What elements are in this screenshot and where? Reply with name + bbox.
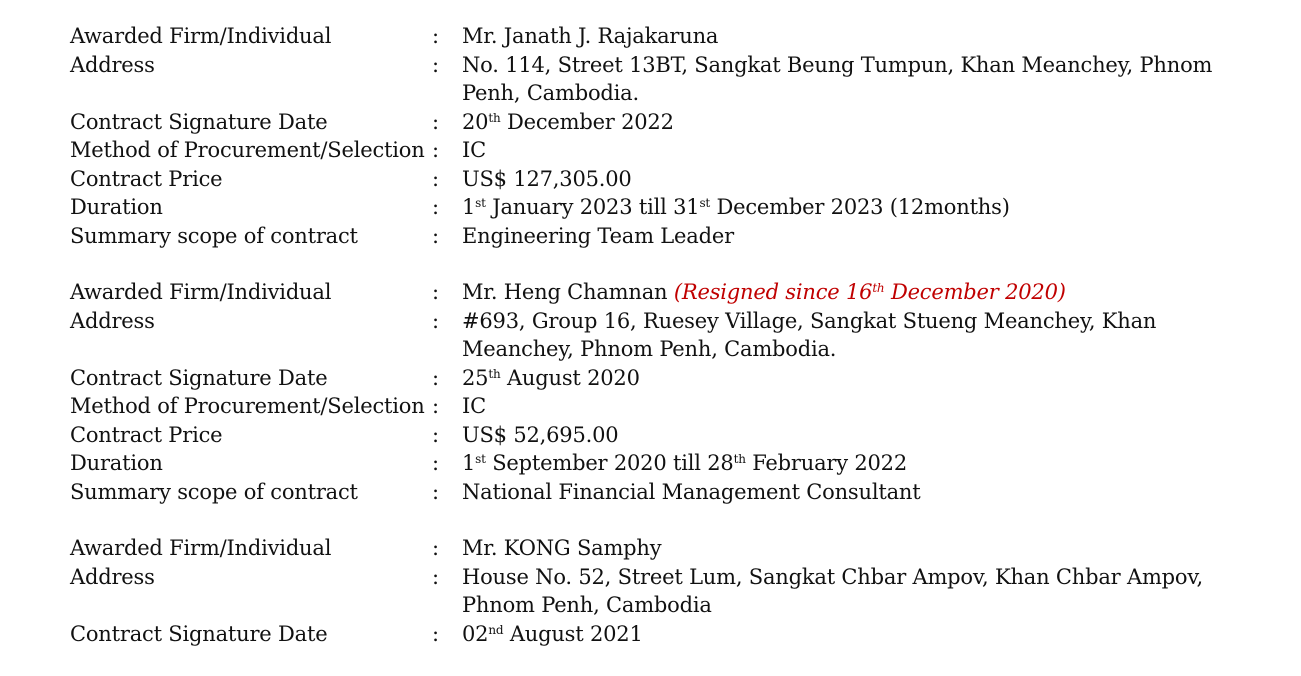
awarded-row — [70, 534, 1270, 563]
scope-value: National Financial Management Consultant — [462, 479, 921, 504]
awarded-value: Mr. Janath J. Rajakaruna — [462, 24, 719, 48]
colon: : — [432, 394, 439, 418]
colon: : — [432, 422, 439, 447]
scope-label: Summary scope of contract — [70, 223, 358, 248]
resigned-note-suffix: th — [872, 281, 885, 295]
method-label: Method of Procurement/Selection — [70, 394, 425, 418]
address-value: House No. 52, Street Lum, Sangkat Chbar Ampov, Khan Chbar Ampov, Phnom Penh, Cambodia — [462, 564, 1204, 617]
duration-value — [462, 449, 1222, 478]
colon: : — [432, 109, 439, 134]
address-label: Address — [70, 564, 155, 589]
signature-date-label: Contract Signature Date — [70, 621, 328, 646]
duration-middle: September 2020 till 28 — [485, 451, 734, 475]
colon: : — [432, 536, 439, 560]
signature-day: 25 — [462, 365, 489, 390]
signature-date-value — [462, 364, 1222, 393]
duration-label: Duration — [70, 451, 163, 475]
duration-start-suffix: st — [475, 452, 486, 466]
contract-record — [70, 22, 1270, 250]
duration-end: December 2023 (12months) — [710, 195, 1010, 219]
signature-date-row — [70, 364, 1270, 393]
colon: : — [432, 365, 439, 390]
address-value: #693, Group 16, Ruesey Village, Sangkat Stueng Meanchey, Khan Meanchey, Phnom Penh, Cambodia. — [462, 308, 1157, 361]
signature-day-suffix: nd — [488, 622, 504, 637]
resigned-note — [674, 280, 1066, 304]
duration-start-suffix: st — [475, 196, 486, 210]
awarded-label: Awarded Firm/Individual — [70, 536, 332, 560]
colon: : — [432, 223, 439, 248]
signature-month-year: August 2021 — [503, 621, 643, 646]
method-row — [70, 392, 1270, 421]
price-row — [70, 421, 1270, 450]
address-row — [70, 563, 1270, 620]
duration-middle: January 2023 till 31 — [485, 195, 700, 219]
duration-start-day: 1 — [462, 451, 476, 475]
colon: : — [432, 479, 439, 504]
awarded-row — [70, 22, 1270, 51]
signature-date-value — [462, 620, 1222, 649]
scope-label: Summary scope of contract — [70, 479, 358, 504]
signature-date-label: Contract Signature Date — [70, 365, 328, 390]
duration-value — [462, 193, 1222, 222]
colon: : — [432, 564, 439, 589]
method-row — [70, 136, 1270, 165]
duration-start-day: 1 — [462, 195, 476, 219]
scope-value: Engineering Team Leader — [462, 223, 734, 248]
duration-end: February 2022 — [745, 451, 908, 475]
duration-label: Duration — [70, 195, 163, 219]
method-value: IC — [462, 394, 486, 418]
signature-month-year: December 2022 — [500, 109, 674, 134]
awarded-value — [462, 278, 1222, 307]
address-row — [70, 51, 1270, 108]
document-page — [70, 22, 1270, 676]
colon: : — [432, 52, 439, 77]
colon: : — [432, 280, 439, 304]
method-label: Method of Procurement/Selection — [70, 138, 425, 162]
price-row — [70, 165, 1270, 194]
signature-date-row — [70, 620, 1270, 649]
signature-day: 02 — [462, 621, 489, 646]
signature-month-year: August 2020 — [500, 365, 640, 390]
address-label: Address — [70, 52, 155, 77]
awarded-value: Mr. KONG Samphy — [462, 536, 662, 560]
resigned-note-pre: (Resigned since 16 — [673, 280, 873, 304]
contract-record — [70, 278, 1270, 506]
address-value: No. 114, Street 13BT, Sangkat Beung Tumpun, Khan Meanchey, Phnom Penh, Cambodia. — [462, 52, 1213, 105]
method-value: IC — [462, 138, 486, 162]
signature-date-row — [70, 108, 1270, 137]
colon: : — [432, 138, 439, 162]
awarded-name: Mr. Heng Chamnan — [462, 280, 668, 304]
awarded-label: Awarded Firm/Individual — [70, 280, 332, 304]
signature-date-label: Contract Signature Date — [70, 109, 328, 134]
address-label: Address — [70, 308, 155, 333]
contract-record — [70, 534, 1270, 648]
awarded-label: Awarded Firm/Individual — [70, 24, 332, 48]
price-value: US$ 52,695.00 — [462, 422, 619, 447]
colon: : — [432, 24, 439, 48]
colon: : — [432, 451, 439, 475]
scope-row — [70, 222, 1270, 251]
signature-day-suffix: th — [488, 110, 501, 125]
duration-end-suffix: st — [699, 196, 711, 210]
duration-end-suffix: th — [733, 452, 746, 466]
colon: : — [432, 308, 439, 333]
resigned-note-post: December 2020) — [884, 280, 1066, 304]
scope-row — [70, 478, 1270, 507]
signature-day-suffix: th — [488, 366, 501, 381]
colon: : — [432, 621, 439, 646]
price-value: US$ 127,305.00 — [462, 166, 632, 191]
colon: : — [432, 195, 439, 219]
duration-row — [70, 449, 1270, 478]
signature-day: 20 — [462, 109, 489, 134]
signature-date-value — [462, 108, 1222, 137]
address-row — [70, 307, 1270, 364]
price-label: Contract Price — [70, 166, 223, 191]
duration-row — [70, 193, 1270, 222]
awarded-row — [70, 278, 1270, 307]
price-label: Contract Price — [70, 422, 223, 447]
colon: : — [432, 166, 439, 191]
